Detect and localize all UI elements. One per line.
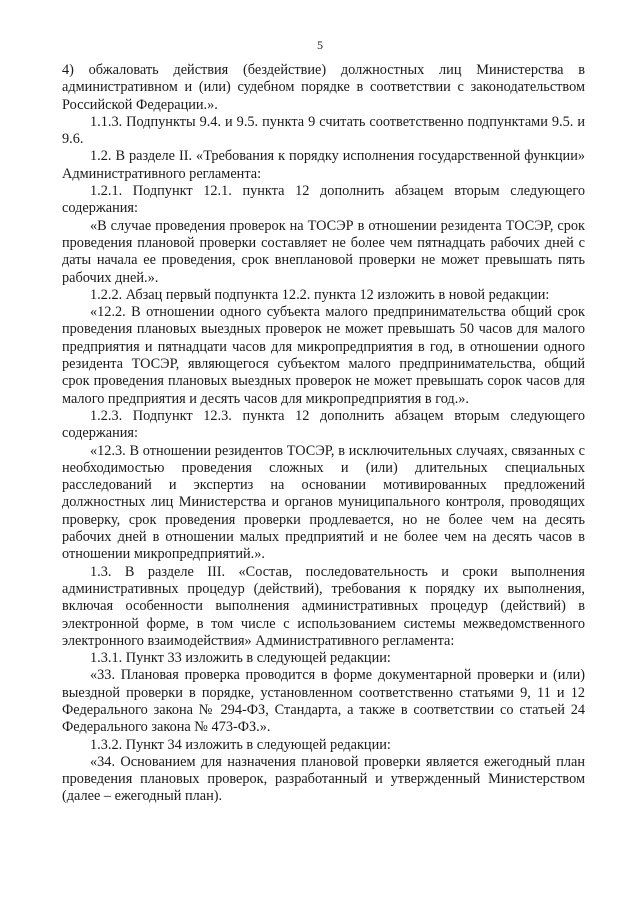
paragraph-9: «12.3. В отношении резидентов ТОСЭР, в исключительных случаях, связанных с необходимостью проведения сложных и (или) длительных специальных расследований и экспертиз на основании мотивированных предложений должностных лиц Министерства и органов муниципального контроля, проводящих проверку, срок проведения проверки продлевается, но не более чем на десять рабочих дней в отношении малых предприятий и не более чем на десять часов в отношении микропредприятий.». (62, 442, 585, 563)
paragraph-11: 1.3.1. Пункт 33 изложить в следующей редакции: (90, 650, 391, 667)
paragraph-12: «33. Плановая проверка проводится в форме документарной проверки и (или) выездной проверки в порядке, установленном соответственно статьями 9, 11 и 12 Федерального закона № 294-ФЗ, Стандарта, а также в соответствии со статьей 24 Федерального закона № 473-ФЗ.». (62, 667, 585, 736)
paragraph-14: «34. Основанием для назначения плановой проверки является ежегодный план проведения плановых проверок, разработанный и утвержденный Министерством (далее – ежегодный план). (62, 753, 585, 805)
document-body (62, 62, 585, 806)
paragraph-5: «В случае проведения проверок на ТОСЭР в отношении резидента ТОСЭР, срок проведения плановой проверки составляет не более чем пятнадцать рабочих дней с даты начала ее проведения, срок внеплановой проверки не может превышать пять рабочих дней.». (62, 217, 585, 286)
paragraph-7: «12.2. В отношении одного субъекта малого предпринимательства общий срок проведения плановых выездных проверок не может превышать 50 часов для малого предприятия и пятнадцати часов для микропредприятия в год, в отношении одного резидента ТОСЭР, являющегося субъектом малого предпринимательства, общий срок проведения плановых выездных проверок не может превышать сорок часов для малого предприятия и десять часов для микропредприятия в год.». (62, 304, 585, 407)
paragraph-2: 1.1.3. Подпункты 9.4. и 9.5. пункта 9 считать соответственно подпунктами 9.5. и 9.6. (62, 113, 585, 148)
paragraph-1: 4) обжаловать действия (бездействие) должностных лиц Министерства в административном и (или) судебном порядке в соответствии с законодательством Российской Федерации.». (62, 62, 585, 113)
paragraph-13: 1.3.2. Пункт 34 изложить в следующей редакции: (90, 736, 391, 753)
paragraph-3: 1.2. В разделе II. «Требования к порядку исполнения государственной функции» Административного регламента: (62, 148, 585, 182)
paragraph-10: 1.3. В разделе III. «Состав, последовательность и сроки выполнения административных процедур (действий), требования к порядку их выполнения, включая особенности выполнения административных процедур (действий) в электронной форме, в том числе с использованием системы межведомственного электронного взаимодействия» Административного регламента: (62, 563, 585, 649)
paragraph-8: 1.2.3. Подпункт 12.3. пункта 12 дополнить абзацем вторым следующего содержания: (62, 407, 585, 442)
page-number: 5 (317, 38, 323, 52)
paragraph-4: 1.2.1. Подпункт 12.1. пункта 12 дополнить абзацем вторым следующего содержания: (62, 183, 585, 217)
paragraph-6: 1.2.2. Абзац первый подпункта 12.2. пункта 12 изложить в новой редакции: (90, 286, 550, 303)
